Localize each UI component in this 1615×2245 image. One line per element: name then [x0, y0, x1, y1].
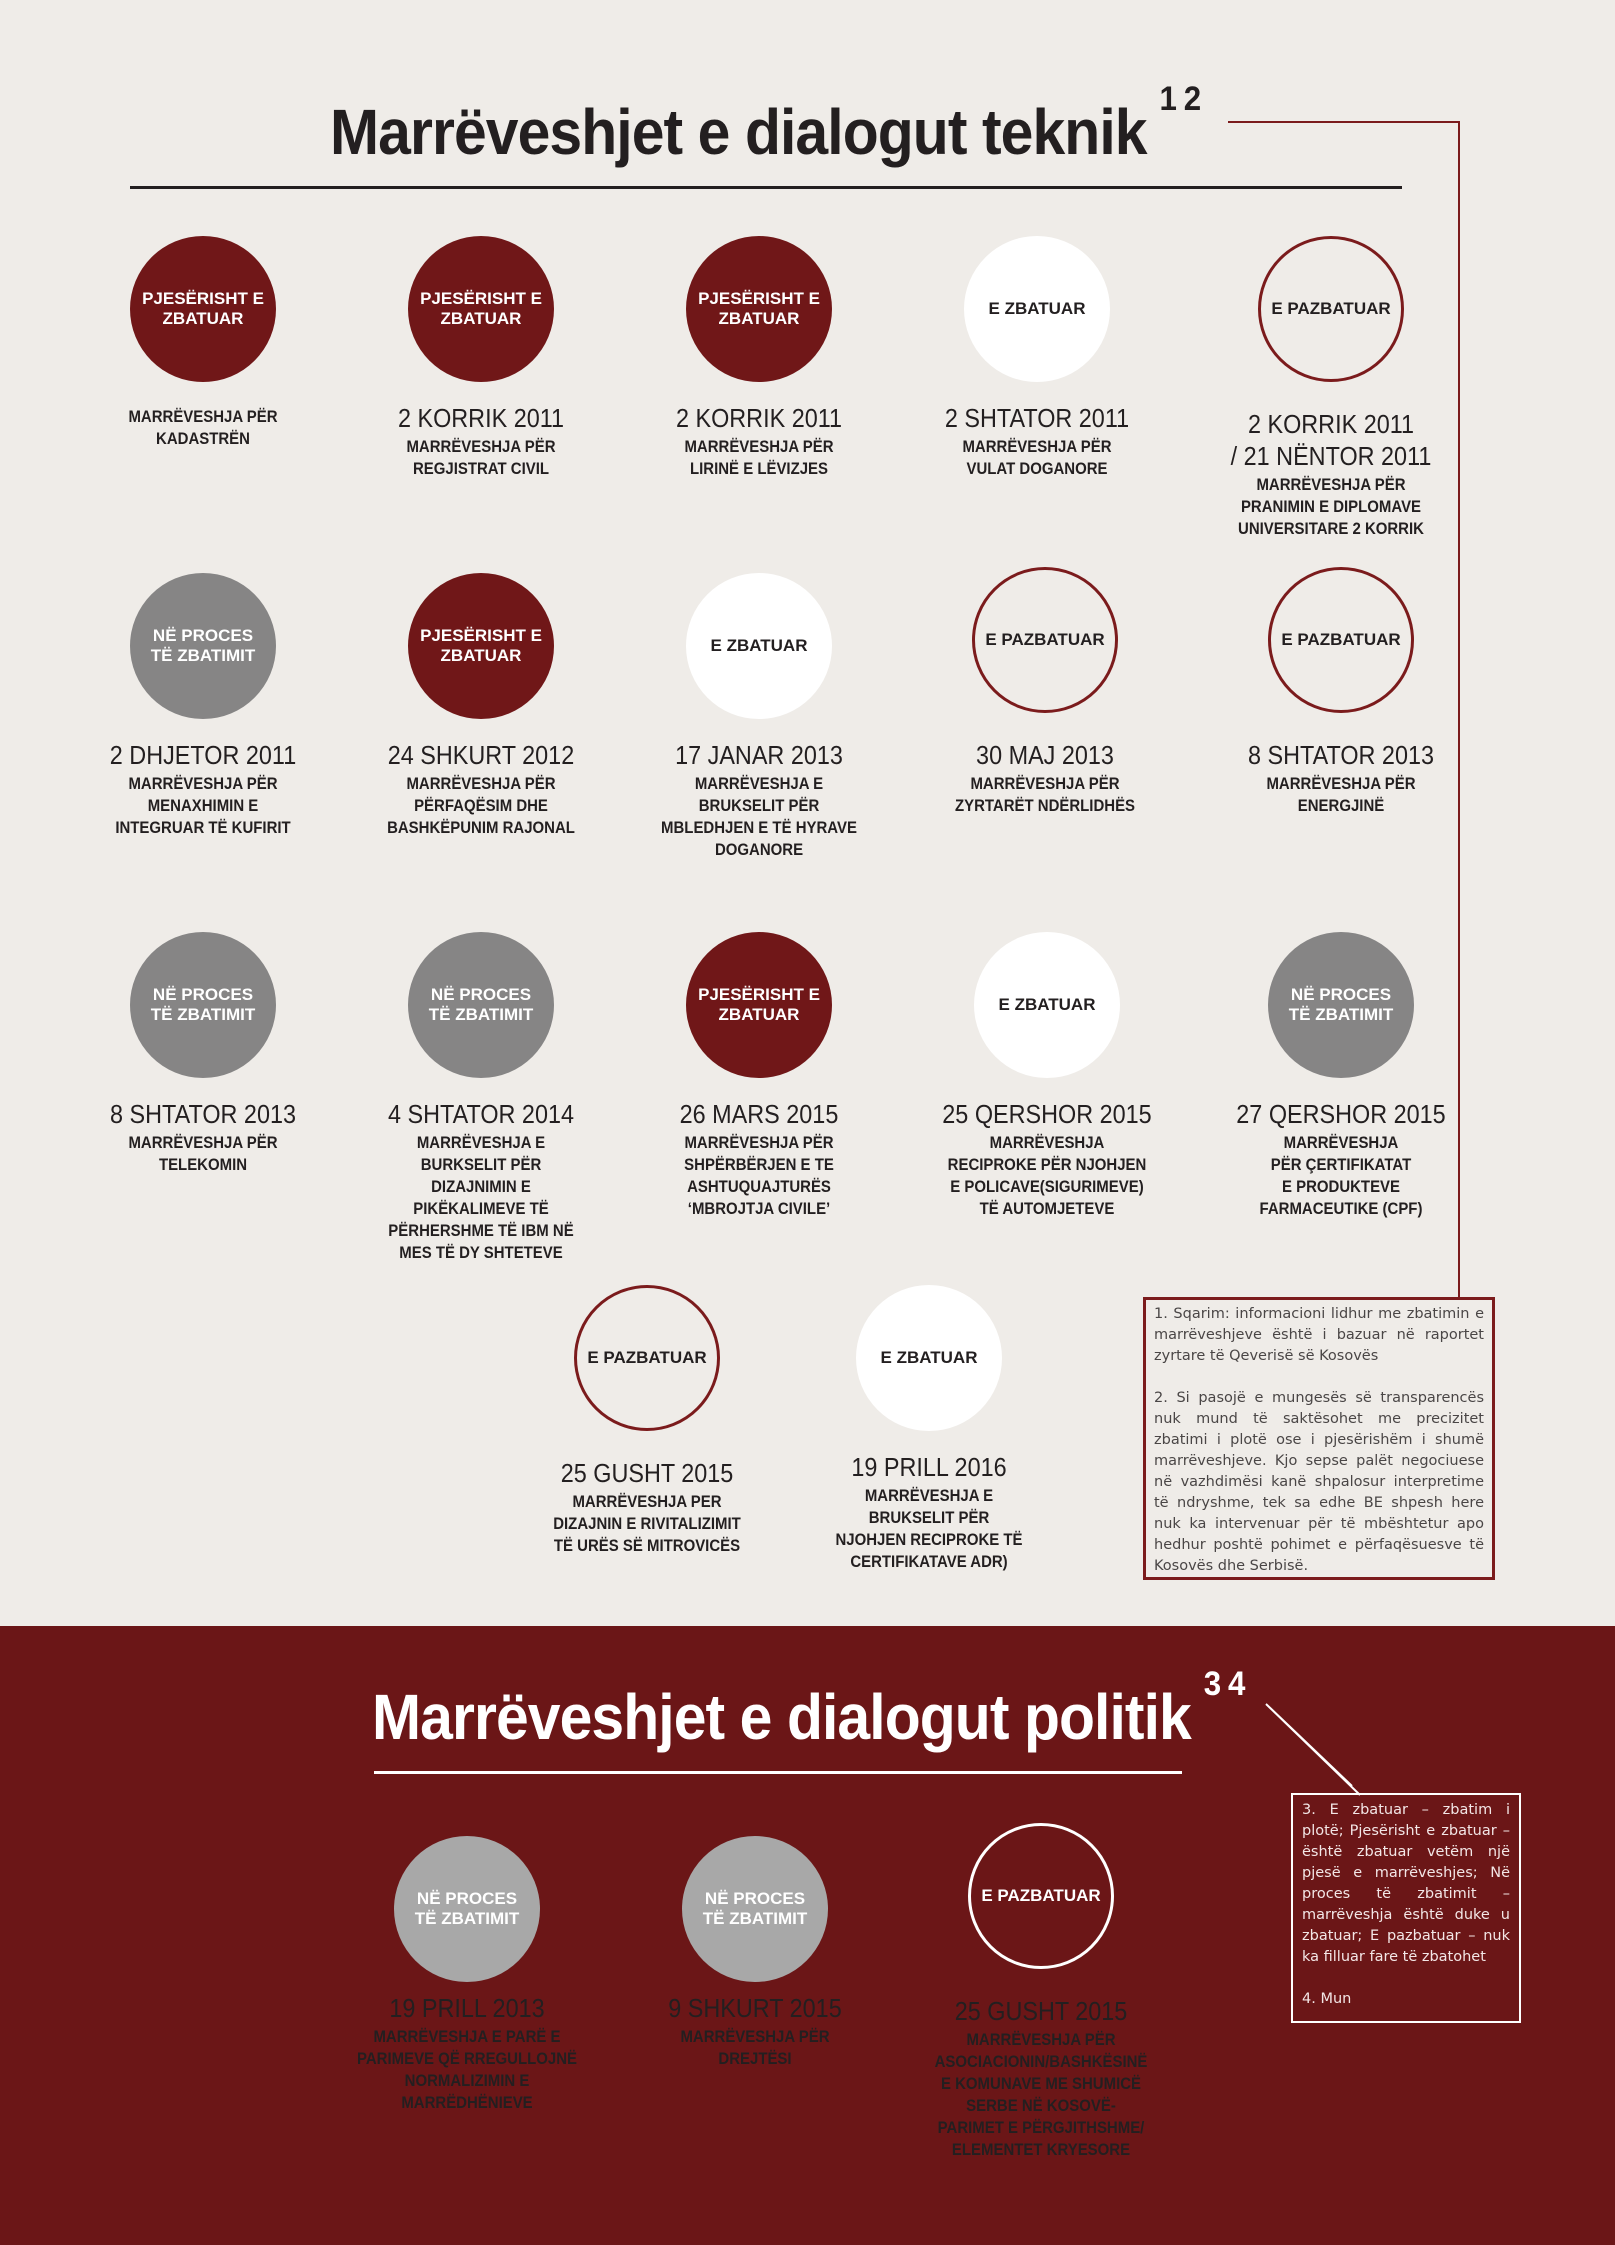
agreement-date: 24 SHKURT 2012 [387, 740, 575, 770]
agreement-title: MARRËVESHJA PËR ZYRTARËT NDËRLIDHËS [954, 774, 1136, 815]
status-badge: NË PROCES TË ZBATIMIT [130, 932, 276, 1078]
agreement-date: 2 KORRIK 2011 / 21 NËNTOR 2011 [1230, 409, 1432, 471]
agreement-date: 2 KORRIK 2011 [675, 403, 843, 433]
technical-title-text: Marrëveshjet e dialogut teknik [330, 96, 1147, 168]
political-title-text: Marrëveshjet e dialogut politik [372, 1681, 1191, 1753]
agreement-title: MARRËVESHJA E BRUKSELIT PËR NJOHJEN RECIPROKE TË CERTIFIKATAVE ADR) [835, 1486, 1023, 1571]
status-badge: E ZBATUAR [686, 573, 832, 719]
note-2: 2. Si pasojë e mungesës së transparencës nuk mund të saktësohet me precizitet zbatimi i plotë ose i pjesërishëm i shumë marrëveshjeve. Kjo sepse palët negociuese në vazhdimësi kanë shpalosur interpretime të ndryshme, tek sa edhe BE shpesh here nuk ka intervenuar për të mbështetur apo hedhur poshtë pohimet e përfaqësuesve të Kosovës dhe Serbisë. [1154, 1390, 1484, 1574]
agreement-date: 25 QERSHOR 2015 [942, 1099, 1152, 1129]
agreement-date: 30 MAJ 2013 [976, 740, 1114, 770]
technical-notes-box [1143, 1297, 1495, 1580]
agreement-date: 26 MARS 2015 [679, 1099, 839, 1129]
political-footnote-refs: 3 4 [1203, 1664, 1245, 1703]
agreement-date: 2 KORRIK 2011 [397, 403, 565, 433]
agreement-date: 4 SHTATOR 2014 [388, 1099, 574, 1129]
note-1: 1. Sqarim: informacioni lidhur me zbatimin e marrëveshjeve është i bazuar në raportet zyrtare të Qeverisë së Kosovës [1154, 1306, 1484, 1364]
agreement-date: 25 GUSHT 2015 [954, 1996, 1128, 2026]
agreement-title: MARRËVESHJA E BURKSELIT PËR DIZAJNIMIN E PIKËKALIMEVE TË PËRHERSHME TË IBM NË MES TË DY SHTETEVE [388, 1133, 574, 1262]
political-title [372, 1664, 1245, 1754]
agreement-title: MARRËVESHJA PER DIZAJNIN E RIVITALIZIMIT TË URËS SË MITROVICËS [553, 1492, 741, 1555]
agreement-title: MARRËVESHJA PËR KADASTRËN [128, 407, 278, 448]
status-badge: PJESËRISHT E ZBATUAR [686, 236, 832, 382]
status-badge: E PAZBATUAR [574, 1285, 720, 1431]
status-badge: NË PROCES TË ZBATIMIT [130, 573, 276, 719]
agreement-title: MARRËVESHJA E PARË E PARIMEVE QË RREGULLOJNË NORMALIZIMIN E MARRËDHËNIEVE [357, 2027, 577, 2112]
agreement-date: 19 PRILL 2013 [389, 1993, 545, 2023]
status-badge: E PAZBATUAR [1258, 236, 1404, 382]
status-badge: NË PROCES TË ZBATIMIT [682, 1836, 828, 1982]
agreement-date: 9 SHKURT 2015 [668, 1993, 842, 2023]
status-badge: E ZBATUAR [974, 932, 1120, 1078]
agreement-title: MARRËVESHJA PËR SHPËRBËRJEN E TE ASHTUQUAJTURËS ‘MBROJTJA CIVILE’ [684, 1133, 834, 1218]
political-notes-box [1291, 1793, 1521, 2023]
note-4: 4. Mun [1302, 1991, 1352, 2007]
status-badge: E ZBATUAR [964, 236, 1110, 382]
agreement-title: MARRËVESHJA PËR PËRFAQËSIM DHE BASHKËPUNIM RAJONAL [387, 774, 575, 837]
political-title-underline [374, 1771, 1182, 1774]
agreement-title: MARRËVESHJA PËR DREJTËSI [680, 2027, 830, 2068]
technical-footnote-refs: 1 2 [1159, 79, 1201, 118]
note-3: 3. E zbatuar – zbatim i plotë; Pjesërisht e zbatuar – është zbatuar vetëm një pjesë e marrëveshjes; Në proces të zbatimit – marrëveshja është duke u zbatuar; E pazbatuar – nuk ka filluar fare të zbatohet [1302, 1802, 1510, 1965]
status-badge: NË PROCES TË ZBATIMIT [408, 932, 554, 1078]
status-badge: PJESËRISHT E ZBATUAR [130, 236, 276, 382]
agreement-title: MARRËVESHJA PËR VULAT DOGANORE [962, 437, 1112, 478]
agreement-title: MARRËVESHJA RECIPROKE PËR NJOHJEN E POLICAVE(SIGURIMEVE) TË AUTOMJETEVE [947, 1133, 1147, 1218]
agreement-date: 17 JANAR 2013 [675, 740, 843, 770]
agreement-title: MARRËVESHJA PËR ENERGJINË [1266, 774, 1416, 815]
agreement-date: 19 PRILL 2016 [851, 1452, 1007, 1482]
status-badge: NË PROCES TË ZBATIMIT [1268, 932, 1414, 1078]
agreement-date: 2 DHJETOR 2011 [109, 740, 297, 770]
connector-line-horizontal [1228, 121, 1460, 123]
status-badge: E PAZBATUAR [1268, 567, 1414, 713]
technical-title [330, 79, 1201, 169]
agreement-title: MARRËVESHJA E BRUKSELIT PËR MBLEDHJEN E TË HYRAVE DOGANORE [661, 774, 857, 859]
agreement-date: 27 QERSHOR 2015 [1236, 1099, 1446, 1129]
agreement-date: 25 GUSHT 2015 [560, 1458, 734, 1488]
title-underline [130, 186, 1402, 189]
agreement-title: MARRËVESHJA PËR MENAXHIMIN E INTEGRUAR TË KUFIRIT [115, 774, 291, 837]
status-badge: PJESËRISHT E ZBATUAR [686, 932, 832, 1078]
agreement-date: 8 SHTATOR 2013 [1248, 740, 1434, 770]
status-badge: E PAZBATUAR [972, 567, 1118, 713]
agreement-title: MARRËVESHJA PËR TELEKOMIN [128, 1133, 278, 1174]
status-badge: NË PROCES TË ZBATIMIT [394, 1836, 540, 1982]
agreement-title: MARRËVESHJA PËR REGJISTRAT CIVIL [406, 437, 556, 478]
status-badge: E ZBATUAR [856, 1285, 1002, 1431]
status-badge: PJESËRISHT E ZBATUAR [408, 236, 554, 382]
agreement-date: 8 SHTATOR 2013 [110, 1099, 296, 1129]
agreement-title: MARRËVESHJA PËR ÇERTIFIKATAT E PRODUKTEVE FARMACEUTIKE (CPF) [1259, 1133, 1423, 1218]
agreement-title: MARRËVESHJA PËR ASOCIACIONIN/BASHKËSINË E KOMUNAVE ME SHUMICË SERBE NË KOSOVË- PARIMET E PËRGJITHSHME/ ELEMENTET KRYESORE [934, 2030, 1148, 2159]
agreement-title: MARRËVESHJA PËR PRANIMIN E DIPLOMAVE UNIVERSITARE 2 KORRIK [1238, 475, 1424, 538]
status-badge: PJESËRISHT E ZBATUAR [408, 573, 554, 719]
status-badge: E PAZBATUAR [968, 1823, 1114, 1969]
agreement-title: MARRËVESHJA PËR LIRINË E LËVIZJES [684, 437, 834, 478]
callout-pointer [1262, 1700, 1422, 1800]
agreement-date: 2 SHTATOR 2011 [944, 403, 1130, 433]
